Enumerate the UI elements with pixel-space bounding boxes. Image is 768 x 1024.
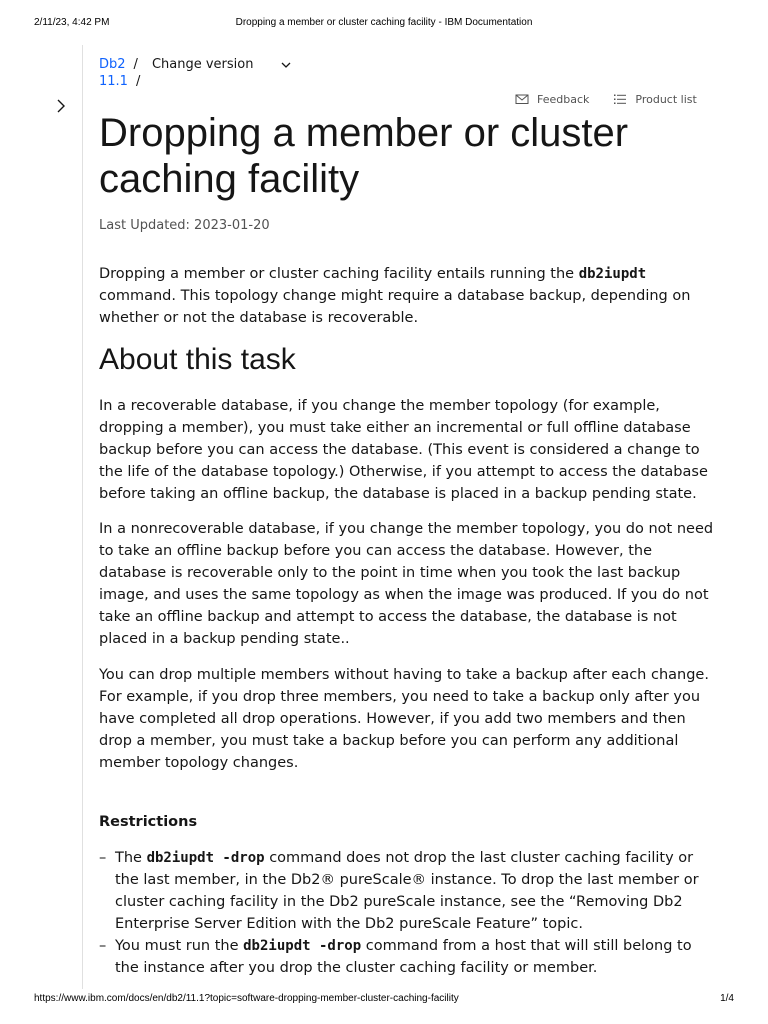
last-updated: Last Updated: 2023-01-20: [99, 218, 270, 233]
intro-paragraph: Dropping a member or cluster caching facility entails running the db2iupdt command. This topology change might require a database backup, depending on whether or not the database is recoverable.: [99, 266, 691, 326]
print-page-title: Dropping a member or cluster caching facility - IBM Documentation: [235, 17, 533, 28]
command-name: db2iupdt -drop: [146, 850, 265, 866]
restrictions-heading: Restrictions: [99, 814, 198, 830]
task-paragraph-1: In a recoverable database, if you change the member topology (for example, dropping a member), you must take either an incremental or full offline database backup before you can access the database. (This event is considered a change to the life of the database topology.) Otherwise, if you attempt to access the database before taking an offline backup, the database is placed in a backup pending state.: [99, 398, 708, 502]
feedback-button[interactable]: [515, 92, 589, 106]
product-list-label: Product list: [635, 92, 697, 106]
expand-nav-chevron-right-icon[interactable]: [52, 97, 70, 115]
section-title: About this task: [99, 343, 296, 376]
command-name: db2iupdt -drop: [243, 938, 362, 954]
task-paragraph-3: You can drop multiple members without having to take a backup after each change. For example, if you drop three members, you need to take a backup only after you have completed all drop operations. However, if you add two members and then drop a member, you must take a backup before you can perform any additional member topology changes.: [99, 667, 709, 771]
restrictions-list: [99, 847, 719, 979]
breadcrumb-separator: /: [135, 74, 141, 89]
page-toolbar: [515, 92, 697, 106]
print-footer: [34, 993, 734, 1007]
page-title: Dropping a member or cluster caching facility: [99, 111, 629, 201]
breadcrumb-product-link[interactable]: Db2: [99, 57, 126, 72]
left-nav-divider: [82, 45, 83, 989]
print-url: https://www.ibm.com/docs/en/db2/11.1?topic=software-dropping-member-cluster-caching-facility: [34, 993, 459, 1004]
list-item: – The db2iupdt -drop command does not drop the last cluster caching facility or the last member, in the Db2® pureScale® instance. To drop the last member or cluster caching facility in the Db2 pureScale instance, see the “Removing Db2 Enterprise Server Edition with the Db2 pureScale Feature” topic.: [99, 850, 699, 932]
change-version-dropdown[interactable]: [152, 56, 292, 73]
print-page-number: 1/4: [720, 993, 734, 1004]
change-version-label: Change version: [151, 57, 254, 72]
print-datetime: 2/11/23, 4:42 PM: [34, 17, 110, 28]
breadcrumb-separator: /: [133, 57, 138, 72]
chevron-down-icon: [280, 59, 292, 71]
print-header: [34, 17, 734, 31]
breadcrumb-version-link[interactable]: 11.1: [99, 74, 128, 89]
breadcrumb: [99, 56, 292, 90]
list-icon: [613, 92, 627, 106]
list-item: – You must run the db2iupdt -drop command from a host that will still belong to the instance after you drop the cluster caching facility or member.: [99, 938, 692, 976]
feedback-label: Feedback: [537, 92, 590, 106]
product-list-button[interactable]: [613, 92, 696, 106]
command-name: db2iupdt: [578, 266, 647, 282]
task-paragraph-2: In a nonrecoverable database, if you change the member topology, you do not need to take an offline backup before you can access the database. However, the database is recoverable only to the point in time when you took the last backup image, and uses the same topology as when the image was produced. If you do not take an offline backup and attempt to access the database, the database is not placed in a backup pending state..: [99, 521, 714, 647]
email-icon: [515, 92, 529, 106]
